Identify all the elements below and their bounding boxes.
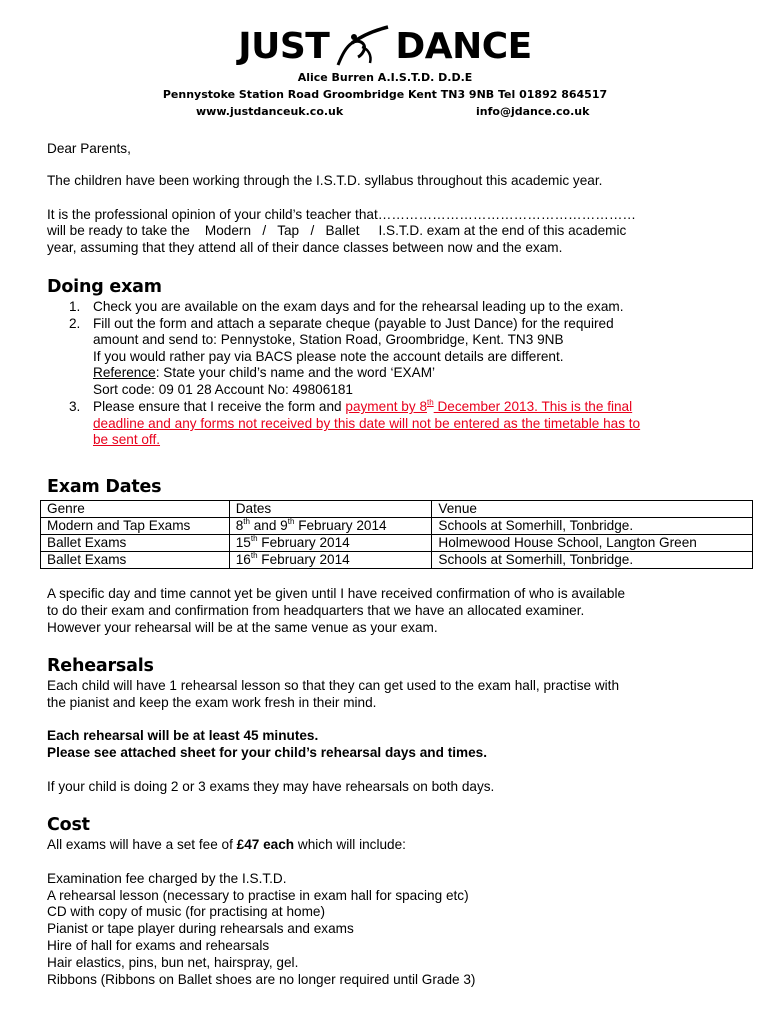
rehearsals-line-2: the pianist and keep the exam work fresh in their mind. — [47, 695, 377, 710]
date-suffix-2: th — [287, 517, 295, 526]
greeting: Dear Parents, — [47, 141, 131, 156]
table-row — [41, 518, 753, 535]
rehearsal-duration: Each rehearsal will be at least 45 minutes. — [47, 728, 319, 743]
table-row — [41, 552, 753, 569]
website-link[interactable]: www.justdanceuk.co.uk — [196, 105, 344, 118]
venue-cell: Holmewood House School, Langton Green — [432, 535, 753, 552]
opinion-line-2: will be ready to take the Modern / Tap / Ballet I.S.T.D. exam at the end of this academic — [47, 223, 627, 238]
date-rest: February 2014 — [257, 552, 350, 567]
cost-intro-c: which will include: — [294, 837, 406, 852]
doing-exam-item-1: Check you are available on the exam days and for the rehearsal leading up to the exam. — [93, 299, 624, 314]
cost-item: CD with copy of music (for practising at home) — [47, 904, 326, 919]
rehearsals-line-1: Each child will have 1 rehearsal lesson so that they can get used to the exam hall, practise with — [47, 678, 620, 693]
venue-cell: Schools at Somerhill, Tonbridge. — [432, 518, 753, 535]
date-day: 15 — [235, 535, 251, 550]
cost-intro — [47, 837, 406, 854]
genre-cell: Ballet Exams — [41, 552, 230, 569]
column-header-genre: Genre — [41, 501, 230, 518]
cost-item: Pianist or tape player during rehearsals and exams — [47, 921, 354, 936]
rehearsals-line-3: If your child is doing 2 or 3 exams they may have rehearsals on both days. — [47, 779, 495, 794]
cost-heading: Cost — [47, 815, 90, 835]
cost-item: A rehearsal lesson (necessary to practise in exam hall for spacing etc) — [47, 888, 469, 903]
dates-cell — [229, 535, 432, 552]
doing-exam-item-2-line-3: If you would rather pay via BACS please note the account details are different. — [93, 349, 564, 364]
payment-deadline-a: payment by 8 — [345, 399, 427, 414]
email-link[interactable]: info@jdance.co.uk — [476, 105, 590, 118]
column-header-venue: Venue — [432, 501, 753, 518]
date-suffix: th — [250, 551, 258, 560]
doing-exam-item-2-line-1: Fill out the form and attach a separate cheque (payable to Just Dance) for the required — [93, 316, 614, 331]
column-header-dates: Dates — [229, 501, 432, 518]
sort-code-line: Sort code: 09 01 28 Account No: 49806181 — [93, 382, 353, 397]
opinion-line-3: year, assuming that they attend all of their dance classes between now and the exam. — [47, 240, 563, 255]
item-3-prefix: Please ensure that I receive the form and — [93, 399, 346, 414]
deadline-line-3: be sent off. — [93, 432, 161, 447]
dancer-icon — [332, 25, 392, 69]
exam-dates-table — [40, 500, 753, 569]
logo-text-right: DANCE — [395, 26, 532, 67]
payment-deadline-sup: th — [427, 398, 434, 407]
owner-line: Alice Burren A.I.S.T.D. D.D.E — [297, 71, 473, 84]
date-rest: February 2014 — [257, 535, 350, 550]
cost-intro-a: All exams will have a set fee of — [47, 837, 237, 852]
deadline-line-2: deadline and any forms not received by this date will not be entered as the timetable has to — [93, 416, 641, 431]
exam-dates-heading: Exam Dates — [47, 477, 162, 497]
genre-cell: Ballet Exams — [41, 535, 230, 552]
reference-text: : State your child’s name and the word ‘EXAM’ — [155, 365, 436, 380]
exam-note-line-1: A specific day and time cannot yet be given until I have received confirmation of who is available — [47, 586, 626, 601]
logo — [0, 24, 770, 70]
cost-item: Ribbons (Ribbons on Ballet shoes are no longer required until Grade 3) — [47, 972, 476, 987]
rehearsals-heading: Rehearsals — [47, 656, 154, 676]
opinion-line-1: It is the professional opinion of your child’s teacher that………………………………………………… — [47, 207, 637, 222]
table-row — [41, 535, 753, 552]
date-suffix: th — [243, 517, 250, 526]
reference-label: Reference — [93, 365, 156, 380]
cost-item: Hire of hall for exams and rehearsals — [47, 938, 270, 953]
dates-cell — [229, 552, 432, 569]
payment-deadline-b: December 2013. This is the final — [433, 399, 633, 414]
venue-cell: Schools at Somerhill, Tonbridge. — [432, 552, 753, 569]
table-header-row — [41, 501, 753, 518]
cost-fee: £47 each — [236, 837, 295, 852]
doing-exam-item-3-line-1 — [93, 399, 632, 416]
doing-exam-heading: Doing exam — [47, 277, 162, 297]
rehearsal-sheet-note: Please see attached sheet for your child’s rehearsal days and times. — [47, 745, 487, 760]
address-line: Pennystoke Station Road Groombridge Kent TN3 9NB Tel 01892 864517 — [162, 88, 608, 101]
date-day: 8 — [235, 518, 244, 533]
item-number-2: 2. — [69, 316, 81, 331]
doing-exam-item-2-line-2: amount and send to: Pennystoke, Station Road, Groombridge, Kent. TN3 9NB — [93, 332, 564, 347]
exam-note-line-3: However your rehearsal will be at the same venue as your exam. — [47, 620, 438, 635]
exam-note-line-2: to do their exam and confirmation from headquarters that we have an allocated examiner. — [47, 603, 585, 618]
genre-cell: Modern and Tap Exams — [41, 518, 230, 535]
cost-item: Examination fee charged by the I.S.T.D. — [47, 871, 287, 886]
reference-line — [93, 365, 435, 382]
date-day: 16 — [235, 552, 251, 567]
item-number-1: 1. — [69, 299, 81, 314]
dates-cell — [229, 518, 432, 535]
intro-text: The children have been working through the I.S.T.D. syllabus throughout this academic year. — [47, 173, 603, 188]
item-number-3: 3. — [69, 399, 81, 414]
date-mid: and 9 — [249, 518, 288, 533]
logo-text-left: JUST — [238, 26, 330, 67]
cost-item: Hair elastics, pins, bun net, hairspray, gel. — [47, 955, 299, 970]
date-suffix: th — [250, 534, 258, 543]
date-rest: February 2014 — [294, 518, 387, 533]
